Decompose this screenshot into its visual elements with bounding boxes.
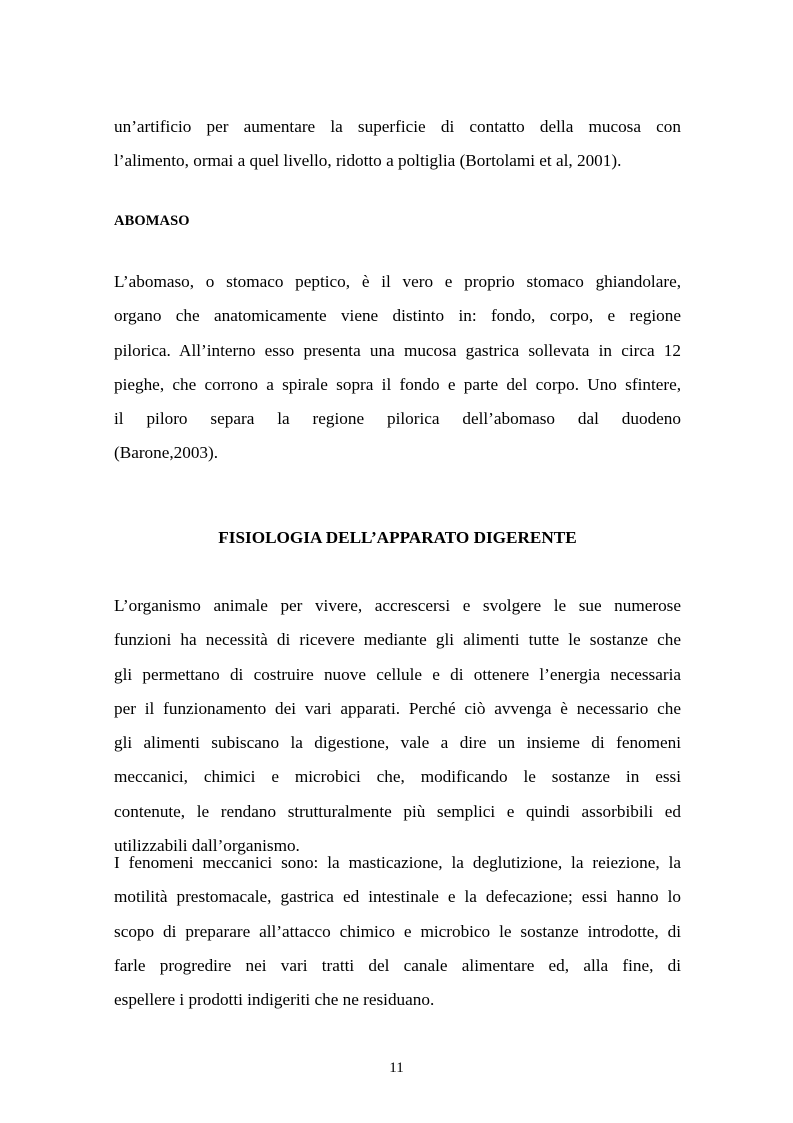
text-line: farle progredire nei vari tratti del canale alimentare ed, alla fine, di	[114, 955, 681, 975]
text-line: il piloro separa la regione pilorica dell’abomaso dal duodeno	[114, 409, 681, 429]
text-line: contenute, le rendano strutturalmente più semplici e quindi assorbibili ed	[114, 801, 681, 821]
text-line: pieghe, che corrono a spirale sopra il fondo e parte del corpo. Uno sfintere,	[114, 374, 681, 394]
text-line: I fenomeni meccanici sono: la masticazione, la deglutizione, la reiezione, la	[114, 853, 681, 872]
text-line: scopo di preparare all’attacco chimico e microbico le sostanze introdotte, di	[114, 921, 681, 941]
text-line: utilizzabili dall’organismo.	[114, 836, 300, 856]
text-line: meccanici, chimici e microbici che, modificando le sostanze in essi	[114, 767, 681, 787]
text-line: motilità prestomacale, gastrica ed intestinale e la defecazione; essi hanno lo	[114, 887, 681, 907]
text-line: L’abomaso, o stomaco peptico, è il vero e proprio stomaco ghiandolare,	[114, 272, 681, 291]
text-line: gli alimenti subiscano la digestione, vale a dire un insieme di fenomeni	[114, 733, 681, 753]
text-line: pilorica. All’interno esso presenta una mucosa gastrica sollevata in circa 12	[114, 340, 681, 360]
paragraph-fisiologia	[114, 589, 681, 863]
text-line: un’artificio per aumentare la superficie di contatto della mucosa con	[114, 117, 681, 136]
section-heading: FISIOLOGIA DELL’APPARATO DIGERENTE	[218, 528, 577, 547]
paragraph-fenomeni-meccanici	[114, 846, 681, 1017]
subheading-abomaso: ABOMASO	[114, 213, 190, 229]
page-number: 11	[389, 1060, 404, 1076]
text-line: L’organismo animale per vivere, accrescersi e svolgere le sue numerose	[114, 596, 681, 615]
text-line: l’alimento, ormai a quel livello, ridotto a poltiglia (Bortolami et al, 2001).	[114, 151, 622, 171]
text-line: espellere i prodotti indigeriti che ne residuano.	[114, 990, 435, 1010]
text-line: per il funzionamento dei vari apparati. Perché ciò avvenga è necessario che	[114, 698, 681, 718]
paragraph-abomaso	[114, 265, 681, 471]
text-line: (Barone,2003).	[114, 443, 219, 463]
text-line: gli permettano di costruire nuove cellule e di ottenere l’energia necessaria	[114, 664, 681, 684]
text-line: organo che anatomicamente viene distinto in: fondo, corpo, e regione	[114, 306, 681, 326]
paragraph-intro	[114, 110, 681, 179]
text-line: funzioni ha necessità di ricevere mediante gli alimenti tutte le sostanze che	[114, 630, 681, 650]
